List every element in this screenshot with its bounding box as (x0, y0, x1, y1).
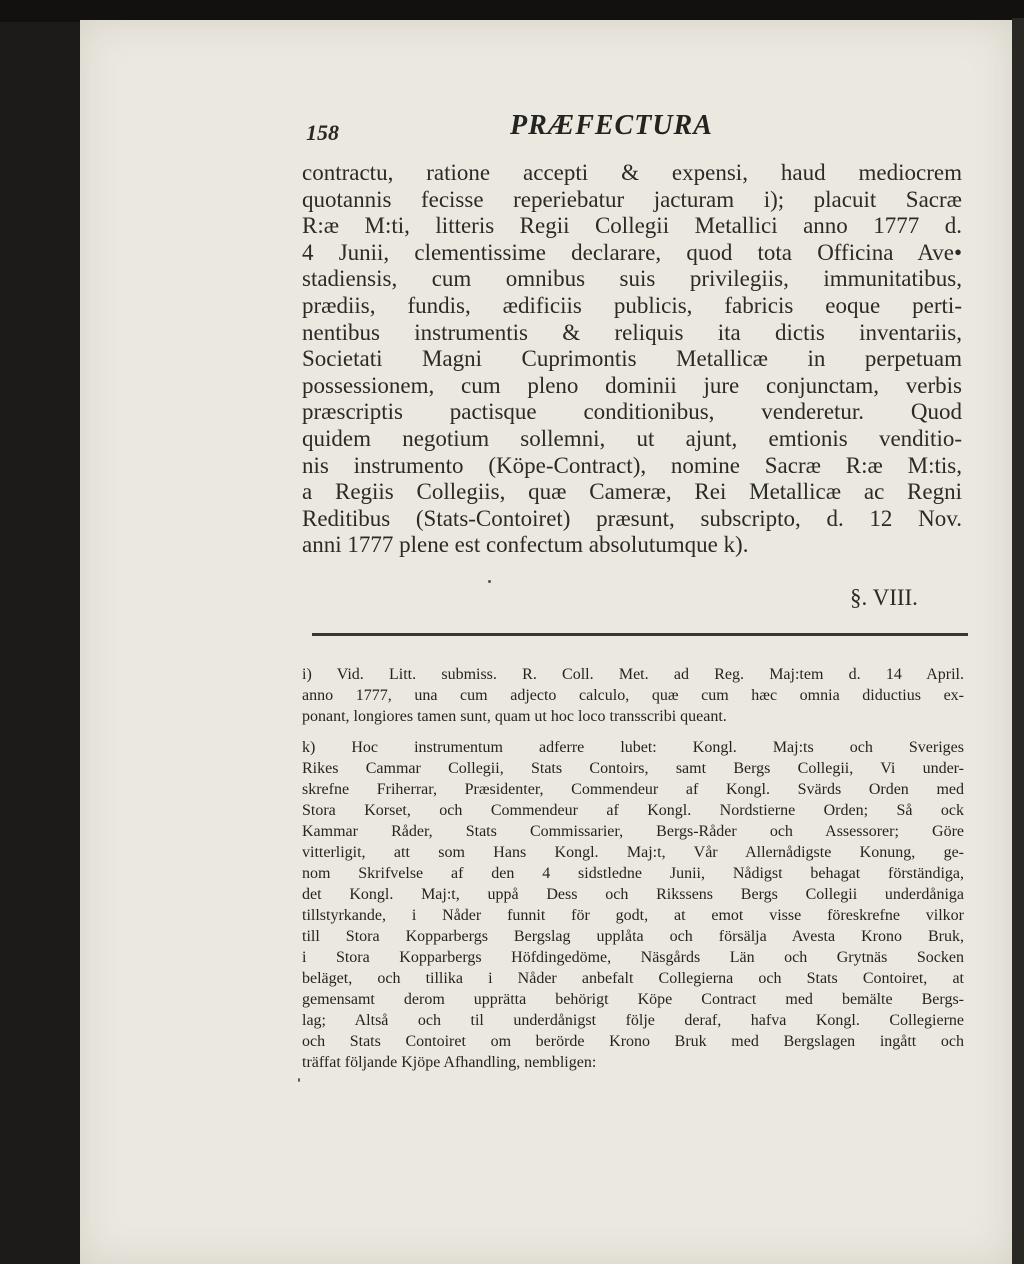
running-title: PRÆFECTURA (510, 110, 713, 141)
footnote-line: i) Vid. Litt. submiss. R. Coll. Met. ad Reg. Maj:tem d. 14 April. (302, 666, 964, 683)
footnote-line: Kammar Råder, Stats Commissarier, Bergs-Råder och Assessorer; Göre (302, 823, 964, 840)
text-line: præscriptis pactisque conditionibus, venderetur. Quod (302, 399, 962, 425)
text-line: Reditibus (Stats-Contoiret) præsunt, subscripto, d. 12 Nov. (302, 505, 962, 531)
footnote-line: till Stora Kopparbergs Bergslag upplåta och försälja Avesta Krono Bruk, (302, 928, 964, 945)
footnote-line: k) Hoc instrumentum adferre lubet: Kongl. Maj:ts och Sveriges (302, 739, 964, 756)
footnote-line: Rikes Cammar Collegii, Stats Contoirs, samt Bergs Collegii, Vi under- (302, 760, 964, 777)
footnote-line: ponant, longiores tamen sunt, quam ut hoc loco transscribi queant. (302, 708, 727, 725)
text-line: 4 Junii, clementissime declarare, quod tota Officina Ave• (302, 239, 962, 265)
scan-right-border (1012, 18, 1024, 1264)
footnote-line: skrefne Friherrar, Præsidenter, Commendeur af Kongl. Svärds Orden med (302, 781, 964, 798)
footnote-line: anno 1777, una cum adjecto calculo, quæ cum hæc omnia diductius ex- (302, 687, 964, 704)
text-line: possessionem, cum pleno dominii jure conjunctam, verbis (302, 372, 962, 398)
main-paragraph (302, 160, 962, 559)
text-line: anni 1777 plene est confectum absolutumque k). (302, 532, 749, 558)
footnote-line: och Stats Contoiret om berörde Krono Bruk med Bergslagen ingått och (302, 1033, 964, 1050)
text-line: nentibus instrumentis & reliquis ita dictis inventariis, (302, 319, 962, 345)
footnote-line: Stora Korset, och Commendeur af Kongl. Nordstierne Orden; Så ock (302, 802, 964, 819)
text-line: a Regiis Collegiis, quæ Cameræ, Rei Metallicæ ac Regni (302, 479, 962, 505)
text-line: nis instrumento (Köpe-Contract), nomine Sacræ R:æ M:tis, (302, 452, 962, 478)
text-line: stadiensis, cum omnibus suis privilegiis, immunitatibus, (302, 266, 962, 292)
text-line: R:æ M:ti, litteris Regii Collegii Metallici anno 1777 d. (302, 213, 962, 239)
footnote-line: beläget, och tillika i Nåder anbefalt Collegierna och Stats Contoiret, at (302, 970, 964, 987)
text-line: prædiis, fundis, ædificiis publicis, fabricis eoque perti- (302, 292, 962, 318)
footnote-line: vitterligit, att som Hans Kongl. Maj:t, Vår Allernådigste Konung, ge- (302, 844, 964, 861)
section-heading: §. VIII. (850, 585, 918, 610)
page-header (80, 106, 1012, 146)
book-page (80, 20, 1012, 1264)
footnote-divider (312, 633, 968, 636)
paper-speck (488, 580, 491, 583)
paper-speck (298, 1078, 300, 1082)
footnote-line: lag; Altså och til underdånigst följe deraf, hafva Kongl. Collegierne (302, 1012, 964, 1029)
footnote-k (302, 737, 964, 1073)
footnote-line: gemensamt derom upprätta behörigt Köpe Contract med bemälte Bergs- (302, 991, 964, 1008)
page-number: 158 (306, 120, 339, 145)
footnote-line: i Stora Kopparbergs Höfdingedöme, Näsgårds Län och Grytnäs Socken (302, 949, 964, 966)
text-line: Societati Magni Cuprimontis Metallicæ in perpetuam (302, 346, 962, 372)
footnote-i (302, 664, 964, 727)
scan-top-border (0, 0, 1024, 22)
footnotes (302, 664, 964, 1083)
text-line: quotannis fecisse reperiebatur jacturam i); placuit Sacræ (302, 186, 962, 212)
footnote-line: tillstyrkande, i Nåder funnit för godt, at emot visse föreskrefne vilkor (302, 907, 964, 924)
text-line: contractu, ratione accepti & expensi, haud mediocrem (302, 160, 962, 185)
footnote-line: det Kongl. Maj:t, uppå Dess och Rikssens Bergs Collegii underdåniga (302, 886, 964, 903)
footnote-line: träffat följande Kjöpe Afhandling, nembligen: (302, 1054, 597, 1071)
footnote-line: nom Skrifvelse af den 4 sidstledne Junii, Nådigst behagat förständiga, (302, 865, 964, 882)
text-line: quidem negotium sollemni, ut ajunt, emtionis venditio- (302, 425, 962, 451)
